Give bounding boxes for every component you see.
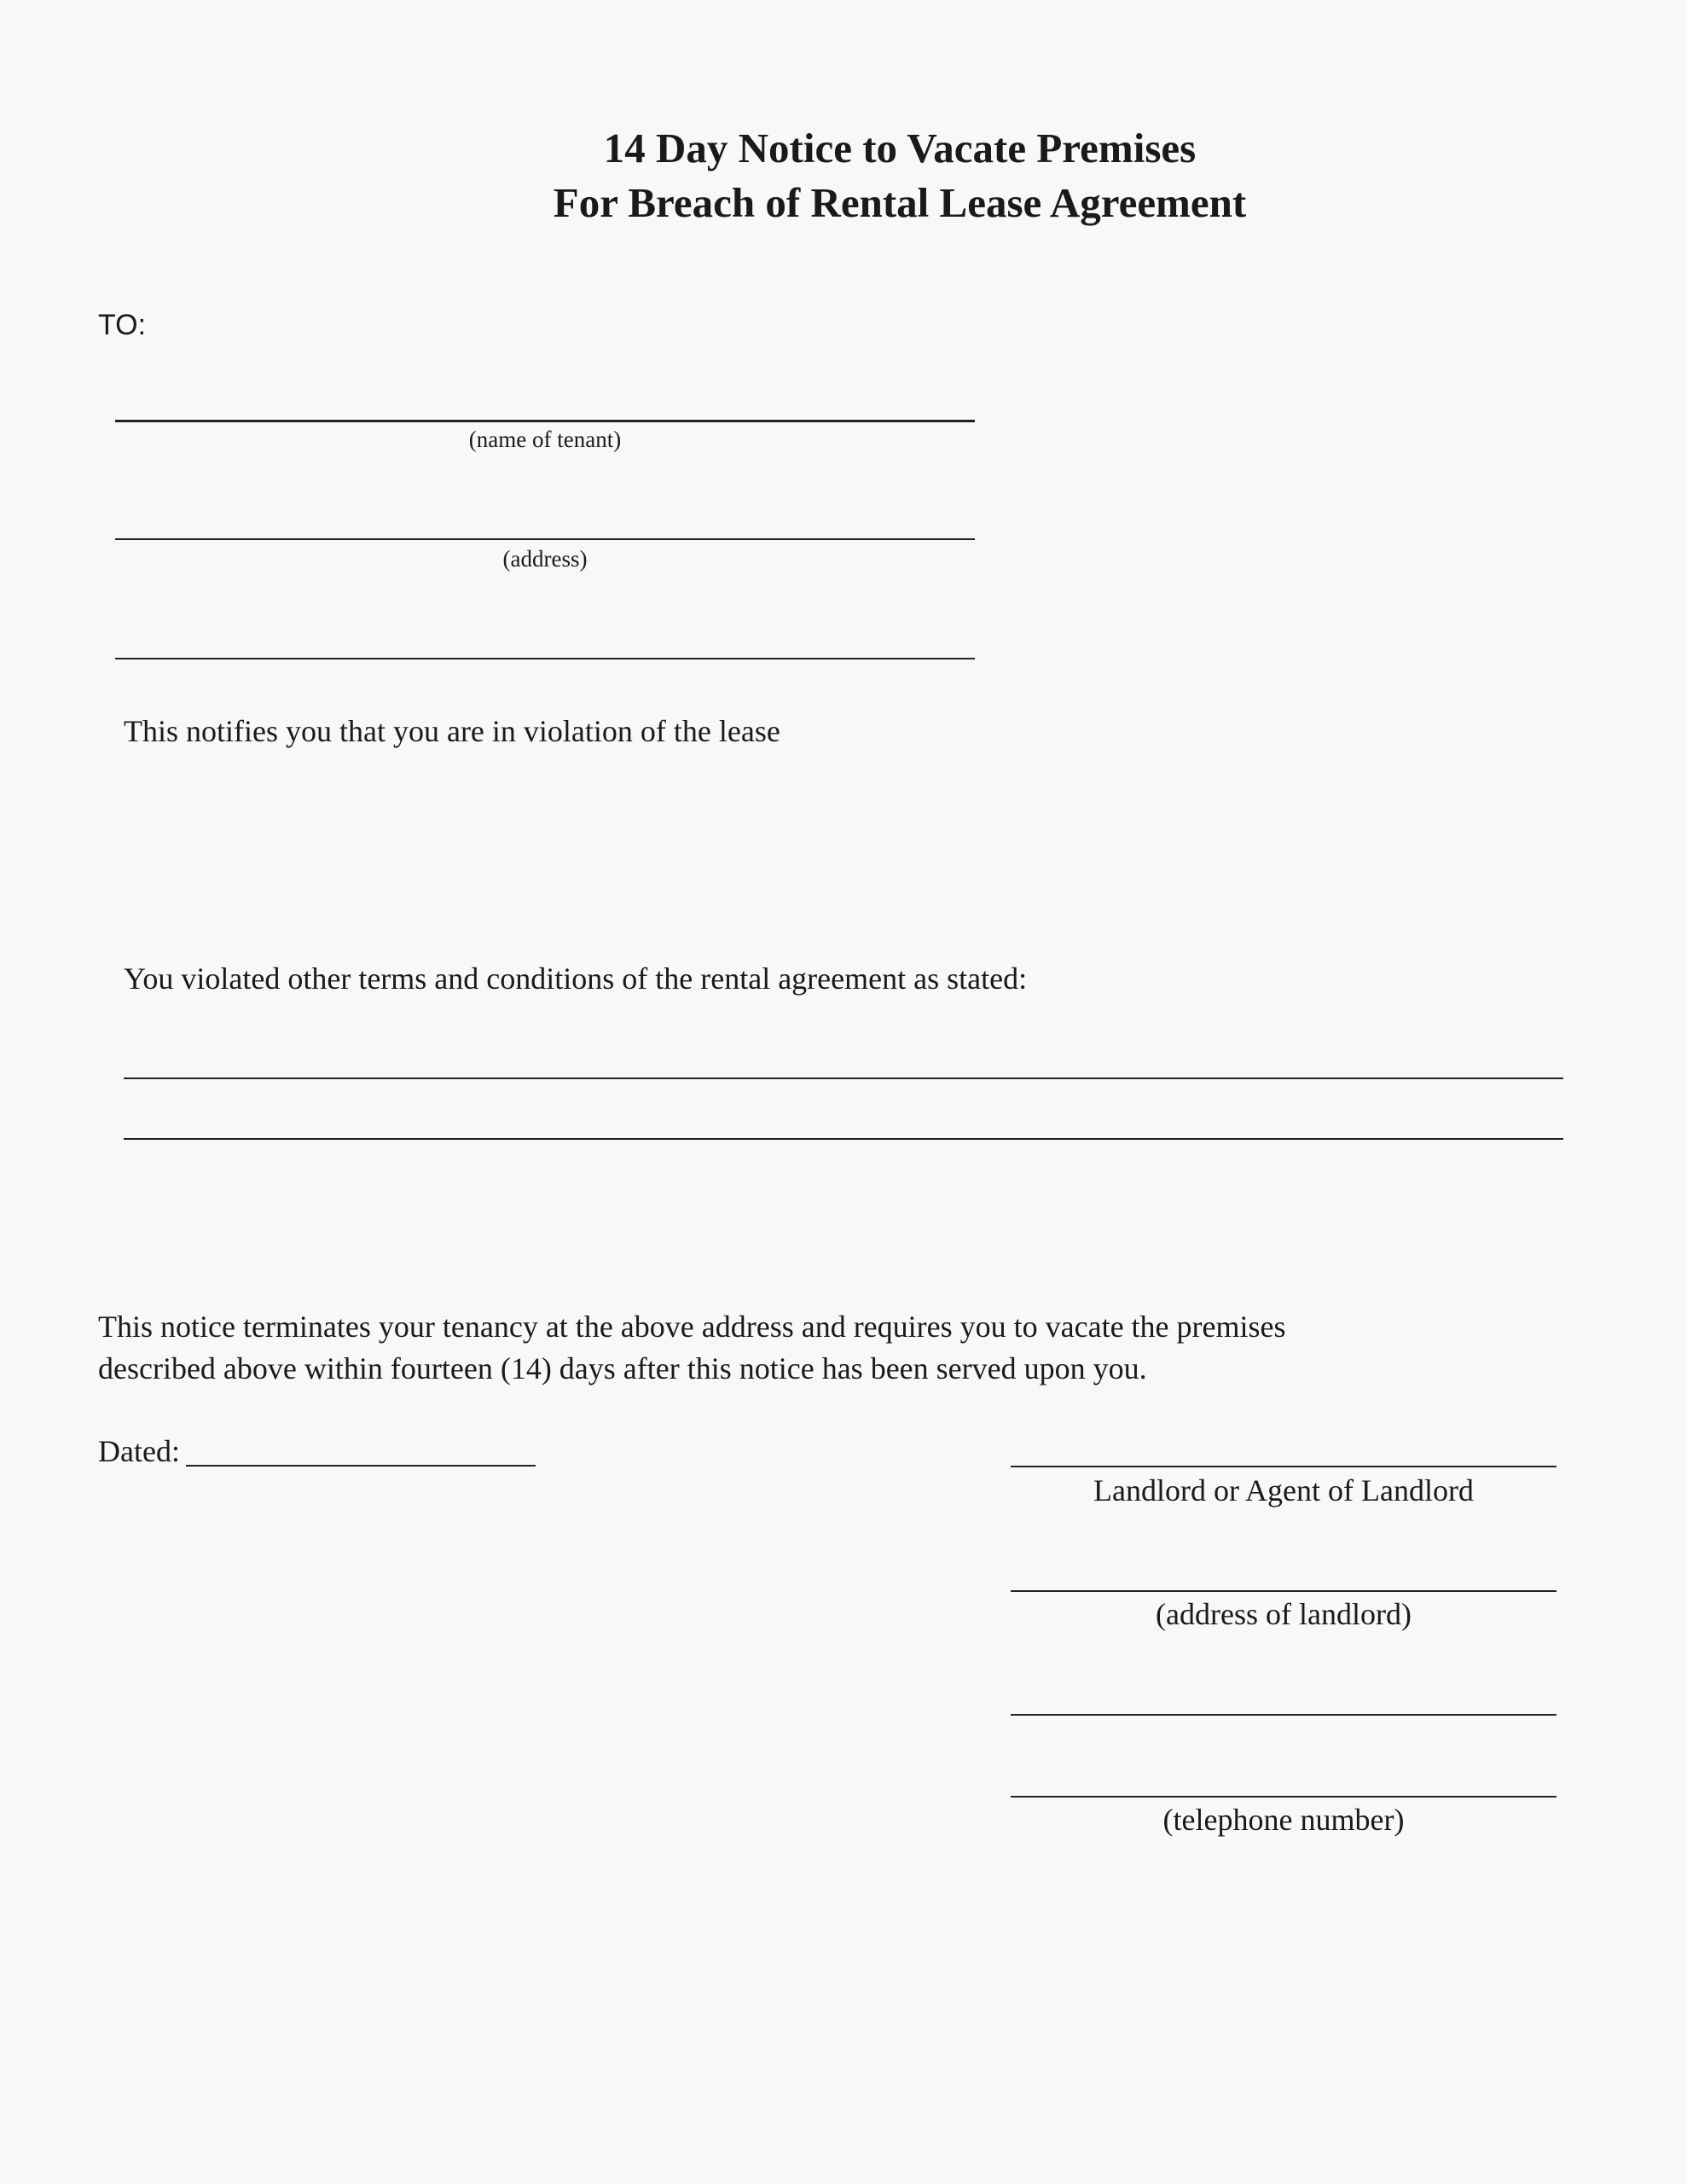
landlord-address-field-line-2[interactable] — [1011, 1714, 1557, 1716]
tenant-name-field[interactable] — [115, 420, 975, 422]
tenant-address-field-line-2[interactable] — [115, 658, 975, 659]
document-title-line-1: 14 Day Notice to Vacate Premises — [603, 125, 1197, 171]
termination-text-line-2: described above within fourteen (14) days after this notice has been served upon you. — [98, 1351, 1147, 1385]
tenant-address-field[interactable] — [115, 538, 975, 540]
other-terms-text: You violated other terms and conditions of the rental agreement as stated: — [124, 961, 1028, 996]
dated-label: Dated: — [98, 1434, 180, 1468]
landlord-address-field[interactable] — [1011, 1590, 1557, 1592]
landlord-signature-caption: Landlord or Agent of Landlord — [1093, 1473, 1474, 1507]
document-title-line-2: For Breach of Rental Lease Agreement — [553, 179, 1247, 226]
landlord-signature-field[interactable] — [1011, 1466, 1557, 1467]
telephone-field[interactable] — [1011, 1796, 1557, 1798]
tenant-address-caption: (address) — [502, 546, 588, 572]
date-field[interactable] — [186, 1465, 536, 1467]
tenant-name-caption: (name of tenant) — [468, 427, 622, 452]
to-label: TO: — [98, 309, 147, 341]
violation-intro-text: This notifies you that you are in violation of the lease — [124, 714, 780, 748]
termination-text-line-1: This notice terminates your tenancy at the above address and requires you to vacate the premises — [98, 1310, 1286, 1344]
telephone-caption: (telephone number) — [1162, 1803, 1405, 1837]
violation-details-field-1[interactable] — [124, 1077, 1563, 1079]
landlord-address-caption: (address of landlord) — [1156, 1597, 1412, 1631]
violation-details-field-2[interactable] — [124, 1138, 1563, 1140]
